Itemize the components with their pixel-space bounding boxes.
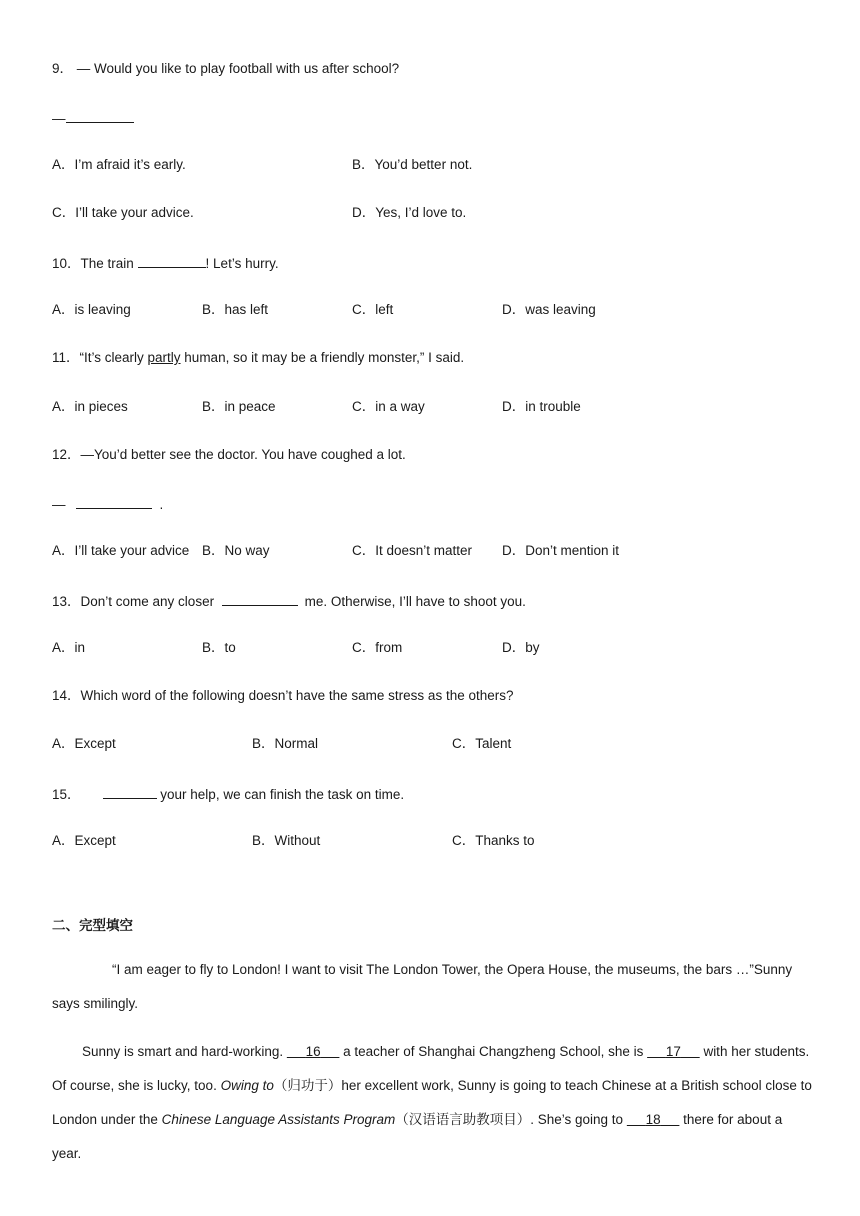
q10-blank[interactable] [138, 253, 206, 268]
cloze-blank-17[interactable]: 17 [665, 1044, 681, 1059]
q11-option-d[interactable]: D．in trouble [502, 399, 581, 414]
q10-text-before: 10．The train [52, 256, 138, 271]
q13-option-c[interactable]: C．from [352, 640, 403, 655]
q10-option-d[interactable]: D．was leaving [502, 302, 596, 317]
q14-option-b[interactable]: B．Normal [252, 736, 319, 751]
q15-stem [52, 784, 404, 804]
p2-text-3: with her students. Of course, she is lucky, too. [52, 1044, 810, 1093]
answer-blank[interactable] [66, 108, 134, 123]
cloze-paragraph-2 [52, 1035, 812, 1171]
owing-to-phrase: Owing to [220, 1078, 274, 1093]
q13-option-d[interactable]: D．by [502, 640, 540, 655]
q11-option-c[interactable]: C．in a way [352, 399, 425, 414]
p2-text-1: Sunny is smart and hard-working. [82, 1044, 287, 1059]
q12-option-d[interactable]: D．Don’t mention it [502, 543, 620, 558]
answer-period: . [159, 497, 164, 512]
q13-option-a[interactable]: A．in [52, 640, 86, 655]
program-name: Chinese Language Assistants Program [161, 1112, 396, 1127]
q10-option-a[interactable]: A．is leaving [52, 302, 131, 317]
q11-underlined-word: partly [147, 350, 181, 365]
q13-stem [52, 591, 526, 611]
q9-option-c[interactable]: C．I’ll take your advice. [52, 205, 194, 220]
q12-answer-line [52, 494, 163, 514]
q14-option-a[interactable]: A．Except [52, 736, 116, 751]
q15-number: 15． [52, 787, 81, 802]
q15-blank[interactable] [103, 784, 157, 799]
p2-text-6: there for about a year. [52, 1112, 783, 1161]
q11-option-a[interactable]: A．in pieces [52, 399, 128, 414]
q15-text-after: your help, we can finish the task on time. [156, 787, 405, 802]
p2-text-4: （归功于）her excellent work, Sunny is going to teach Chinese at a British school close to London under the [52, 1078, 812, 1127]
q14-stem: 14．Which word of the following doesn’t have the same stress as the others? [52, 688, 514, 703]
q12-stem: 12．—You’d better see the doctor. You have coughed a lot. [52, 447, 406, 462]
cloze-blank-16[interactable]: 16 [305, 1044, 321, 1059]
q11-text-after: human, so it may be a friendly monster,” I said. [180, 350, 465, 365]
q11-text-before: 11．“It’s clearly [52, 350, 148, 365]
q9-option-a[interactable]: A．I’m afraid it’s early. [52, 157, 186, 172]
answer-dash: — [52, 111, 66, 126]
answer-blank[interactable] [76, 494, 152, 509]
q13-blank[interactable] [222, 591, 298, 606]
q10-option-c[interactable]: C．left [352, 302, 394, 317]
q9-answer-line [52, 108, 134, 128]
q11-option-b[interactable]: B．in peace [202, 399, 276, 414]
q12-option-b[interactable]: B．No way [202, 543, 270, 558]
q11-stem [52, 349, 464, 367]
q12-option-a[interactable]: A．I’ll take your advice [52, 543, 190, 558]
q10-text-after: ! Let’s hurry. [205, 256, 279, 271]
cloze-blank-18[interactable]: 18 [645, 1112, 661, 1127]
section-heading: 二、完型填空 [52, 918, 133, 933]
q9-option-b[interactable]: B．You’d better not. [352, 157, 473, 172]
q10-stem [52, 253, 279, 273]
q13-text-before: 13．Don’t come any closer [52, 594, 218, 609]
q15-option-a[interactable]: A．Except [52, 833, 116, 848]
q13-text-after: me. Otherwise, I’ll have to shoot you. [300, 594, 526, 609]
answer-dash: — [52, 497, 66, 512]
p2-text-5: （汉语语言助教项目）. She’s going to [395, 1112, 627, 1127]
q15-option-b[interactable]: B．Without [252, 833, 321, 848]
q10-option-b[interactable]: B．has left [202, 302, 269, 317]
q14-option-c[interactable]: C．Talent [452, 736, 512, 751]
q9-option-d[interactable]: D．Yes, I’d love to. [352, 205, 467, 220]
p2-text-2: a teacher of Shanghai Changzheng School, she is [339, 1044, 648, 1059]
cloze-paragraph-1: “I am eager to fly to London! I want to visit The London Tower, the Opera House, the museums, the bars …”Sunny says smilingly. [52, 962, 793, 1011]
q12-option-c[interactable]: C．It doesn’t matter [352, 543, 473, 558]
q13-option-b[interactable]: B．to [202, 640, 236, 655]
q15-option-c[interactable]: C．Thanks to [452, 833, 535, 848]
q9-stem: 9． — Would you like to play football with us after school? [52, 61, 400, 76]
